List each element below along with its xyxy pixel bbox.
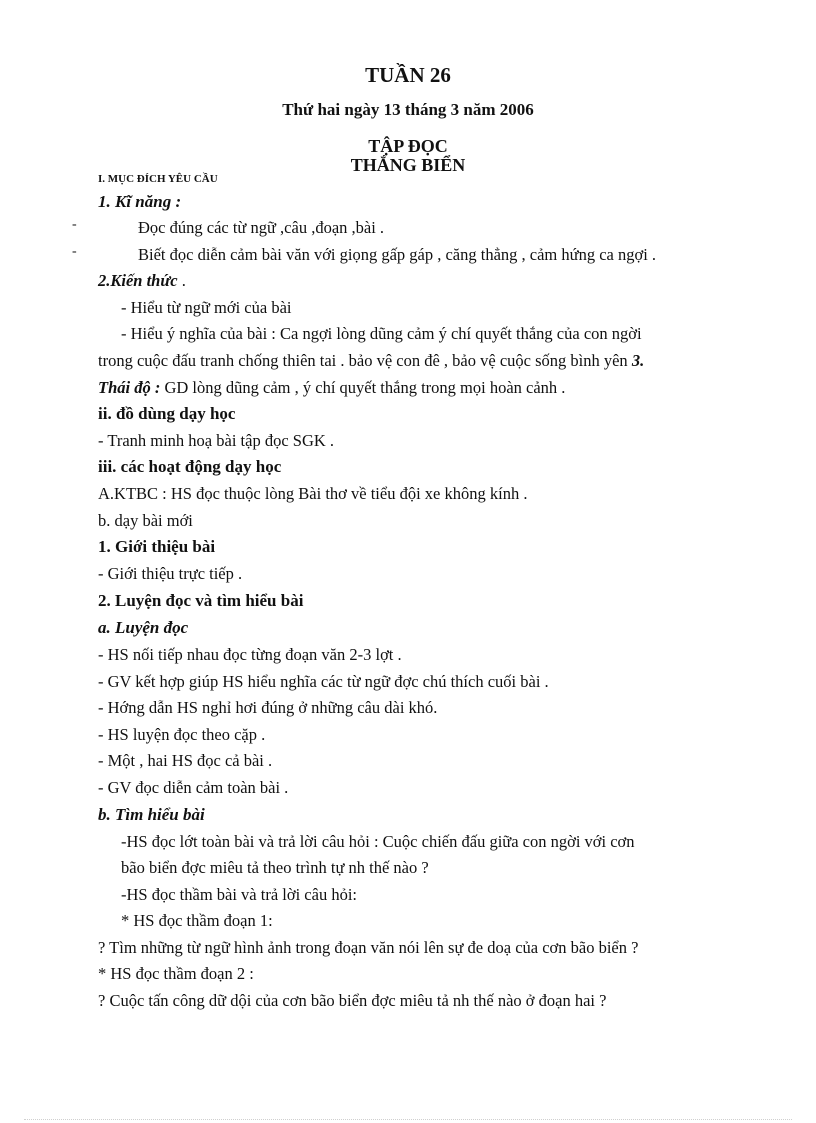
reading-item-6: - GV đọc diễn cảm toàn bài . (98, 778, 289, 797)
intro-item-1: - Giới thiệu trực tiếp . (98, 564, 243, 583)
materials-heading: ii. đồ dùng dạy học (98, 404, 236, 423)
activity-a: A.KTBC : HS đọc thuộc lòng Bài thơ về tiểu đội xe không kính . (98, 484, 528, 503)
knowledge-item-2-continued (98, 351, 644, 371)
activity-b: b. dạy bài mới (98, 511, 193, 530)
knowledge-item-2-cont-text: trong cuộc đấu tranh chống thiên tai . bảo vệ con đê , bảo vệ cuộc sống bình yên (98, 351, 628, 370)
activities-heading: iii. các hoạt động dạy học (98, 457, 282, 476)
bullet-dash: - (72, 217, 77, 232)
attitude-text: GD lòng dũng cảm , ý chí quyết thắng trong mọi hoàn cảnh . (160, 378, 566, 397)
reading-heading: a. Luyện đọc (98, 618, 189, 637)
reading-item-1: - HS nối tiếp nhau đọc từng đoạn văn 2-3 lợt . (98, 645, 402, 664)
explore-item-2: -HS đọc thầm bài và trả lời câu hỏi: (121, 885, 357, 904)
explore-item-5: * HS đọc thầm đoạn 2 : (98, 964, 254, 983)
page-bottom-divider (24, 1119, 792, 1120)
attitude-line (98, 378, 565, 398)
bullet-dash: - (72, 244, 77, 259)
explore-item-1: -HS đọc lớt toàn bài và trả lời câu hỏi : Cuộc chiến đấu giữa con ngời với cơn (121, 832, 635, 851)
knowledge-item-2: - Hiểu ý nghĩa của bài : Ca ngợi lòng dũng cảm ý chí quyết thắng của con ngời (121, 324, 642, 343)
intro-heading (98, 537, 215, 557)
explore-heading: b. Tìm hiểu bài (98, 805, 205, 824)
knowledge-item-1: - Hiểu từ ngữ mới của bài (121, 298, 292, 317)
practice-heading: 2. Luyện đọc và tìm hiểu bài (98, 591, 304, 610)
materials-item-1: - Tranh minh hoạ bài tập đọc SGK . (98, 431, 335, 450)
skills-heading: 1. Kĩ năng : (98, 192, 182, 211)
attitude-heading: Thái độ : (98, 378, 161, 397)
explore-item-1-continued: bão biển đợc miêu tả theo trình tự nh thế nào ? (121, 858, 429, 877)
reading-item-2: - GV kết hợp giúp HS hiểu nghĩa các từ ngữ đợc chú thích cuối bài . (98, 672, 549, 691)
week-title: TUẦN 26 (365, 63, 451, 87)
skills-bullet-1: Đọc đúng các từ ngữ ,câu ,đoạn ,bài . (138, 218, 385, 237)
knowledge-heading-tail: . (177, 271, 186, 290)
lesson-title: THẮNG BIỂN (350, 155, 466, 175)
reading-item-4: - HS luyện đọc theo cặp . (98, 725, 266, 744)
lesson-date: Thứ hai ngày 13 tháng 3 năm 2006 (282, 100, 534, 119)
knowledge-heading-line (98, 271, 186, 291)
reading-item-3: - Hớng dẫn HS nghỉ hơi đúng ở những câu dài khó. (98, 698, 438, 717)
explore-item-6: ? Cuộc tấn công dữ dội của cơn bão biển đợc miêu tả nh thế nào ở đoạn hai ? (98, 991, 607, 1010)
subject-title: TẬP ĐỌC (368, 136, 448, 156)
reading-item-5: - Một , hai HS đọc cả bài . (98, 751, 273, 770)
intro-heading-text: 1. Giới thiệu bài (98, 537, 216, 556)
skills-bullet-2: Biết đọc diễn cảm bài văn với giọng gấp gáp , căng thẳng , cảm hứng ca ngợi . (138, 245, 657, 264)
explore-item-4: ? Tìm những từ ngữ hình ảnh trong đoạn văn nói lên sự đe doạ của cơn bão biển ? (98, 938, 639, 957)
attitude-number: 3. (627, 351, 645, 370)
knowledge-heading: 2.Kiến thức (98, 271, 178, 290)
explore-item-3: * HS đọc thầm đoạn 1: (121, 911, 273, 930)
objectives-heading: I. MỤC ĐÍCH YÊU CẦU (98, 173, 218, 185)
